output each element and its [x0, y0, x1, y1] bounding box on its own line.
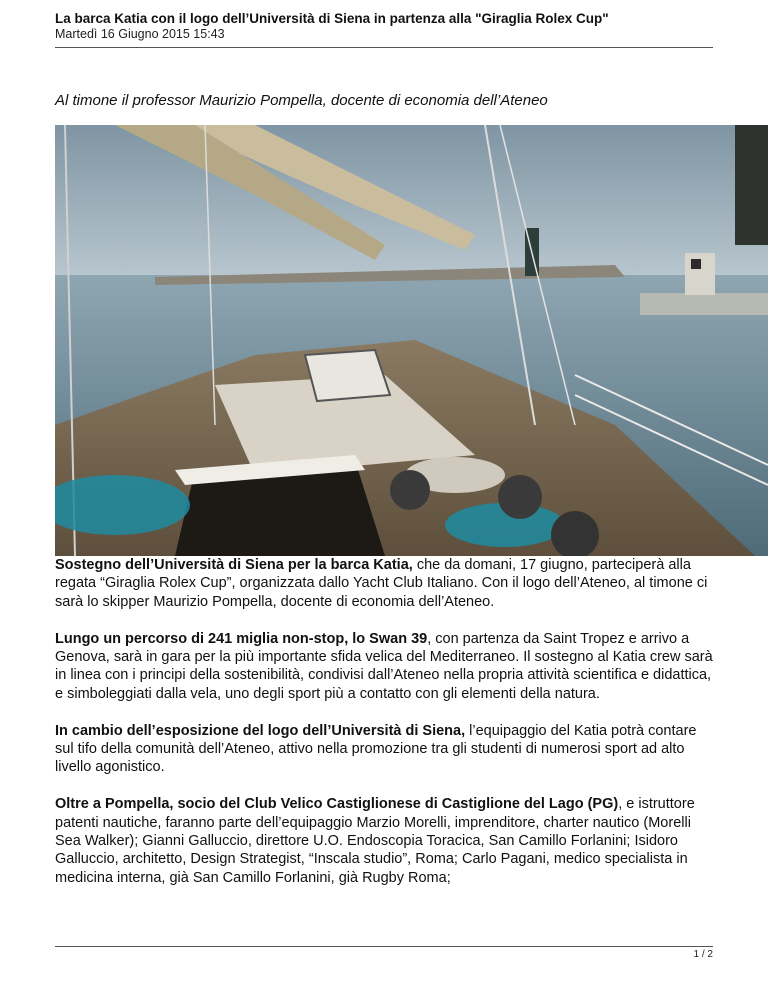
footer-divider: [55, 946, 713, 947]
paragraph-lead: Sostegno dell’Università di Siena per la barca Katia,: [55, 557, 413, 573]
publish-date: Martedì 16 Giugno 2015 15:43: [55, 27, 225, 41]
paragraph-text: l’equipaggio del Katia potrà contare sul tifo della comunità dell’Ateneo, attivo nella promozione tra gli studenti di numerosi sport ad alto livello agonistico.: [55, 722, 697, 776]
paragraph-4: [55, 795, 715, 887]
paragraph-lead: Oltre a Pompella, socio del Club Velico Castiglionese di Castiglione del Lago (PG): [55, 796, 619, 813]
sailboat-deck-photo: [55, 125, 768, 556]
paragraph-lead: In cambio dell’esposizione del logo dell’Università di Siena,: [55, 722, 466, 739]
document-header: [55, 10, 713, 42]
paragraph-3: [55, 722, 715, 777]
paragraph-text: , e istruttore patenti nautiche, faranno parte dell’equipaggio Marzio Morelli, imprenditore, charter nautico (Morelli Sea Walker); Gianni Galluccio, direttore U.O. Endoscopia Toracica, San Camillo Forlanini; Isidoro Galluccio, architetto, Design Strategist, “Inscala studio”, Roma; Carlo Pagani, medico specialista in medicina interna, già San Camillo Forlanini, già Rugby Roma;: [55, 796, 695, 886]
document-title: La barca Katia con il logo dell’Università di Siena in partenza alla "Giraglia Rolex Cup": [55, 11, 609, 26]
paragraph-text: , con partenza da Saint Tropez e arrivo a Genova, sarà in gara per la più importante sfida velica del Mediterraneo. Il sostegno al Katia crew sarà in linea con i principi della sostenibilità, condivisi dall’Ateneo nella propria attività scientifica e didattica, e simboleggiati dalla vela, uno degli sport più a contatto con gli elementi della natura.: [55, 630, 713, 702]
header-divider: [55, 47, 713, 48]
article-subtitle: Al timone il professor Maurizio Pompella, docente di economia dell’Ateneo: [55, 92, 548, 109]
article-body: [55, 556, 715, 906]
paragraph-1: [55, 556, 715, 611]
page-number: 1 / 2: [693, 949, 713, 960]
paragraph-lead: Lungo un percorso di 241 miglia non-stop, lo Swan 39: [55, 630, 428, 647]
paragraph-text: che da domani, 17 giugno, parteciperà alla regata “Giraglia Rolex Cup”, organizzata dallo Yacht Club Italiano. Con il logo dell’Ateneo, al timone ci sarà lo skipper Maurizio Pompella, docente di economia dell’Ateneo.: [55, 557, 708, 610]
paragraph-2: [55, 630, 715, 704]
